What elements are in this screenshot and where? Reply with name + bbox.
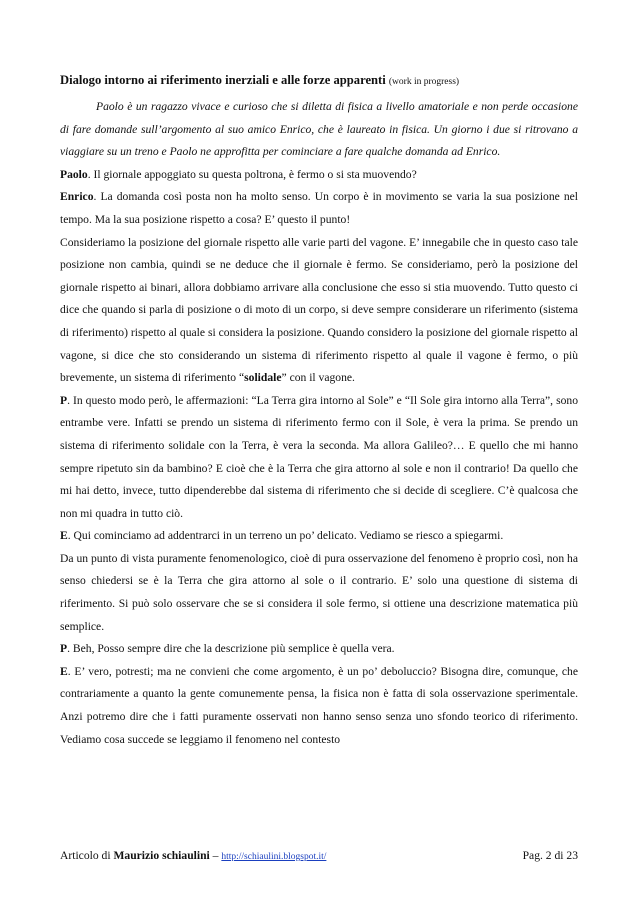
paragraph-text: ” con il vagone. (281, 371, 355, 385)
paragraph-text: . In questo modo però, le affermazioni: “La Terra gira intorno al Sole” e “Il Sole gira intorno alla Terra”, sono entrambe vere. Infatti se prendo un sistema di riferimento fermo con il Sole, è vera la prima. Se prendo un sistema di riferimento solidale con la Terra, è vera la seconda. Ma allora Galileo?… E quello che mi hanno sempre ripetuto sin da bambino? E cioè che è la Terra che gira attorno al sole e non il contrario! Da quello che mi hai detto, invece, tutto dipenderebbe dal sistema di riferimento che si decide di scegliere. C’è qualcosa che non mi quadra in tutto ciò. (60, 393, 578, 520)
page-number: Pag. 2 di 23 (522, 849, 578, 862)
dialogue-paragraph-5 (60, 525, 578, 548)
emphasis-word: solidale (244, 371, 282, 385)
footer-author: Maurizio schiaulini (113, 849, 210, 862)
dialogue-paragraph-3 (60, 232, 578, 390)
speaker-label: Paolo (60, 167, 88, 181)
document-title (60, 72, 580, 90)
footer-dash: – (209, 849, 222, 862)
dialogue-paragraph-7 (60, 638, 578, 661)
title-text: Dialogo intorno ai riferimento inerziali e alle forze apparenti (60, 73, 386, 87)
dialogue-paragraph-1 (60, 164, 578, 187)
paragraph-text: . Il giornale appoggiato su questa poltrona, è fermo o si sta muovendo? (87, 167, 417, 181)
intro-paragraph: Paolo è un ragazzo vivace e curioso che si diletta di fisica a livello amatoriale e non perde occasione di fare domande sull’argomento al suo amico Enrico, che è laureato in fisica. Un giorno i due si ritrovano a viaggiare su un treno e Paolo ne approfitta per cominciare a fare qualche domanda ad Enrico. (60, 100, 578, 159)
speaker-label: P (60, 642, 68, 656)
speaker-label: Enrico (60, 190, 94, 204)
footer-credit (60, 848, 326, 865)
paragraph-text: . Qui cominciamo ad addentrarci in un terreno un po’ delicato. Vediamo se riesco a spiegarmi. (67, 529, 504, 543)
dialogue-paragraph-4 (60, 390, 578, 526)
paragraph-text: Consideriamo la posizione del giornale rispetto alle varie parti del vagone. E’ innegabile che in questo caso tale posizione non cambia, quindi se ne deduce che il giornale è fermo. Se consideriamo, però la posizione del giornale rispetto ai binari, allora dobbiamo arrivare alla conclusione che esso si stia muovendo. Tutto questo ci dice che quando si parla di posizione o di moto di un corpo, si deve sempre considerare un riferimento (sistema di riferimento) rispetto al quale si considera la posizione. Quando considero la posizione del giornale rispetto al vagone, si dice che sto considerando un sistema di riferimento rispetto al quale il vagone è fermo, o più brevemente, un sistema di riferimento “ (60, 235, 578, 385)
speaker-label: E (60, 664, 68, 678)
paragraph-text: . La domanda così posta non ha molto senso. Un corpo è in movimento se varia la sua posizione nel tempo. Ma la sua posizione rispetto a cosa? E’ questo il punto! (60, 190, 578, 226)
footer-prefix: Articolo di (60, 849, 114, 862)
paragraph-text: . Beh, Posso sempre dire che la descrizione più semplice è quella vera. (67, 642, 395, 656)
dialogue-paragraph-8 (60, 661, 578, 751)
paragraph-text: . E’ vero, potresti; ma ne convieni che come argomento, è un po’ deboluccio? Bisogna dire, comunque, che contrariamente a quanto la gente comunemente pensa, la fisica non è fatta di sola osservazione sperimentale. Anzi potremo dire che i fatti puramente osservati non hanno senso senza uno sfondo teorico di riferimento. Vediamo cosa succede se leggiamo il fenomeno nel contesto (60, 664, 578, 746)
document-body (60, 96, 578, 751)
speaker-label: E (60, 529, 68, 543)
dialogue-paragraph-6: Da un punto di vista puramente fenomenologico, cioè di pura osservazione del fenomeno è proprio così, non ha senso chiedersi se è la Terra che gira attorno al sole o il contrario. E’ solo una questione di sistema di riferimento. Si può solo osservare che se si considera il sole fermo, si ottiene una descrizione matematica più semplice. (60, 551, 578, 633)
title-note: (work in progress) (388, 77, 460, 87)
speaker-label: P (60, 393, 68, 407)
blog-link[interactable]: http://schiaulini.blogspot.it/ (221, 852, 327, 862)
dialogue-paragraph-2 (60, 186, 578, 231)
